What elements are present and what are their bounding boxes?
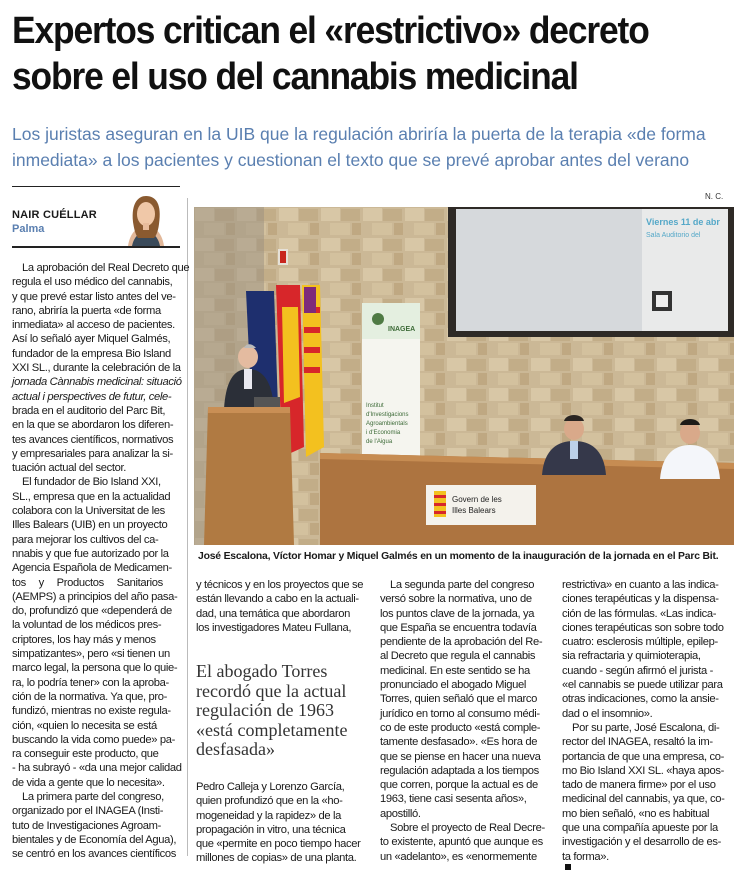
top-rule <box>12 186 180 187</box>
text-line: do, profundizó que «dependerá de <box>12 605 172 618</box>
headline-line: sobre el uso del cannabis medicinal <box>12 56 578 98</box>
text-line: mogeneidad y la rapidez» de la <box>196 809 341 822</box>
text-line: La aprobación del Real Decreto que <box>22 262 190 274</box>
text-line: y empresariales para analizar la si- <box>12 447 173 460</box>
banner-text: Institut <box>366 403 384 409</box>
text-line: pronunciado el abogado Miguel <box>380 679 526 692</box>
banner-text: de l'Aigua <box>366 439 393 445</box>
text-line: «el cannabis se puede utilizar para <box>562 679 723 692</box>
banner-text: i d'Economia <box>366 430 401 436</box>
pull-quote-line: El abogado Torres <box>196 661 328 681</box>
text-line: millones de copias» de una planta. <box>196 852 357 865</box>
photo-credit: N. C. <box>705 192 724 201</box>
text-line: El fundador de Bio Island XXI, <box>22 476 161 489</box>
text-line: La segunda parte del congreso <box>390 579 535 591</box>
text-line: nnabis y que fue autorizado por la <box>12 547 169 560</box>
subtitle <box>12 121 732 173</box>
text-line: to existente, apuntó que aunque es <box>380 836 543 849</box>
text-line: se centró en los avances científicos <box>12 848 177 861</box>
screen-text: Viernes 11 de abr <box>646 217 720 227</box>
text-line: rano, abriría la puerta «de forma <box>12 304 161 317</box>
desk-sign: Govern de les <box>452 495 502 504</box>
text-line: para mejorar los cultivos del ca- <box>12 533 159 546</box>
text-line: están llevando a cabo en la actuali- <box>196 593 359 606</box>
text-line: que España se encuentra todavía <box>380 621 537 634</box>
text-line: regulación adaptada a los tiempos <box>380 764 539 777</box>
text-line: ciones terapéuticas son sobre todo <box>562 621 724 634</box>
text-line: propagación in vitro, una técnica <box>196 823 346 836</box>
text-line: Sobre el proyecto de Real Decre- <box>390 822 545 835</box>
author-name: NAIR CUÉLLAR <box>12 209 97 221</box>
text-line: tuto de Investigaciones Agroam- <box>12 819 161 832</box>
text-line: 1963, tiene casi sesenta años», <box>380 793 527 806</box>
paragraph <box>380 578 552 821</box>
text-line: los puntos clave de la jornada, ya <box>380 607 535 620</box>
text-line: ción de las fórmulas. «Las indica- <box>562 607 717 620</box>
banner-text: d'Investigacions <box>366 412 409 418</box>
text-line: ción de la normativa. Ya que, pro- <box>12 690 167 703</box>
text-line: tamente desfasado». «Es hora de <box>380 736 538 749</box>
text-line: (AEMPS) a principios del año pasa- <box>12 590 178 603</box>
column-3 <box>380 578 552 864</box>
text-line: tado de manera firme» por el uso <box>562 779 716 792</box>
text-line: ra conseguir este producto, que <box>12 748 159 761</box>
photo-caption: José Escalona, Víctor Homar y Miquel Galmés en un momento de la inauguración de la jornada en el Parc Bit. <box>198 551 719 562</box>
text-line: la voluntad de los médicos pres- <box>12 619 162 632</box>
column-rule <box>187 198 188 856</box>
text-line: otras indicaciones, como la ansie- <box>562 693 719 706</box>
text-line: cuando - según afirmó el jurista - <box>562 664 714 677</box>
text-line: actual i perspectives de futur, cele- <box>12 390 172 403</box>
text-line: pendiente de la aprobación del Re- <box>380 636 543 649</box>
column-2-bottom <box>196 780 368 866</box>
text-line: mo bien señaló, «no es habitual <box>562 807 710 820</box>
text-line: dad, una temática que abordaron <box>196 607 350 620</box>
text-line: Pedro Calleja y Lorenzo García, <box>196 781 345 793</box>
text-line: dad o el insomnio». <box>562 707 653 720</box>
text-line: y que prevé estar listo antes del ve- <box>12 290 176 303</box>
headline-line: Expertos critican el «restrictivo» decreto <box>12 10 649 52</box>
text-line: - ha subrayó - «da una mejor calidad <box>12 762 182 775</box>
text-line: ra, lo podría tener» con la aproba- <box>12 676 169 689</box>
text-line: que «permite en poco tiempo hacer <box>196 838 361 851</box>
text-line: jurídico en torno al consumo médi- <box>380 707 540 720</box>
text-line: colabora con la Universitat de les <box>12 505 165 518</box>
final-text: ta forma». <box>562 850 609 863</box>
paragraph <box>380 821 552 864</box>
text-line: que corren, porque la actual es de <box>380 779 538 792</box>
text-line: Torres, quien señaló que el marco <box>380 693 537 706</box>
text-line: tes avances científicos, normativos <box>12 433 174 446</box>
text-line: medicinal del cannabis, ya que, co- <box>562 793 725 806</box>
text-line: Por su parte, José Escalona, di- <box>572 721 720 734</box>
paragraph <box>12 261 190 475</box>
text-line: quien profundizó que en la «ho- <box>196 795 343 808</box>
text-line: de vida a gente que lo necesita». <box>12 776 165 789</box>
subtitle-line: inmediata» a los pacientes y cuestionan el texto que se prevé aprobar antes del verano <box>12 150 690 170</box>
text-line <box>562 850 734 870</box>
pull-quote-line: «está completamente <box>196 719 348 740</box>
text-line: co de este producto «está comple- <box>380 721 541 734</box>
text-line: en la que se abordaron los diferen- <box>12 419 174 432</box>
paragraph <box>12 790 182 861</box>
text-line: fundador de la empresa Bio Island <box>12 347 171 360</box>
text-line: mo Bio Island XXI SL. «haya apos- <box>562 764 724 777</box>
text-line: marco legal, la persona que lo quie- <box>12 662 178 675</box>
text-line: jornada Cànnabis medicinal: situació <box>12 376 182 389</box>
author-rule <box>12 246 180 248</box>
text-line: buscando la vida como puede» pa- <box>12 733 175 746</box>
subtitle-line: Los juristas aseguran en la UIB que la regulación abriría la puerta de la terapia «de forma <box>12 124 706 144</box>
pull-quote-line: regulación de 1963 <box>196 700 334 720</box>
text-line: ciones terapéuticas y la dispensa- <box>562 593 719 606</box>
author-avatar <box>114 192 178 246</box>
text-line: organizado por el INAGEA (Insti- <box>12 805 164 818</box>
text-line: simpatizantes», pero «si tienen un <box>12 648 170 661</box>
text-line: medicinal. En este sentido se ha <box>380 664 530 677</box>
column-4 <box>562 578 734 870</box>
paragraph <box>12 475 182 790</box>
text-line: cuatro: esclerosis múltiple, epilep- <box>562 636 718 649</box>
text-line: tuación actual del sector. <box>12 462 127 475</box>
text-line: brada en el auditorio del Parc Bit, <box>12 404 166 417</box>
text-line: Así lo señaló ayer Miquel Galmés, <box>12 333 171 346</box>
text-line: restrictiva» en cuanto a las indica- <box>562 579 719 591</box>
text-line: inmediata» al acceso de pacientes. <box>12 319 175 332</box>
text-line: los investigadores Mateu Fullana, <box>196 621 352 634</box>
text-line: tos y Productos Sanitarios <box>12 576 163 589</box>
text-line: rector del INAGEA, resaltó la im- <box>562 736 713 749</box>
text-line: bientales y de Economía del Agua), <box>12 833 177 846</box>
column-2 <box>196 578 368 635</box>
text-line: versó sobre la normativa, uno de <box>380 593 532 606</box>
event-photo <box>194 207 734 545</box>
paragraph <box>196 780 368 866</box>
paragraph <box>196 578 368 635</box>
text-line: Illes Balears (UIB) en un proyecto <box>12 519 168 532</box>
text-line: Agencia Española de Medicamen- <box>12 562 172 575</box>
text-line: sia refractaria y quimioterapia, <box>562 650 701 663</box>
end-mark-icon <box>565 864 571 870</box>
column-1 <box>12 261 190 861</box>
banner-text: Agroambientals <box>366 421 408 427</box>
pull-quote <box>196 662 366 760</box>
pull-quote-line: recordó que la actual <box>196 680 347 701</box>
screen-text: Sala Auditorio del <box>646 232 701 239</box>
paragraph <box>562 721 734 870</box>
text-line: La primera parte del congreso, <box>22 790 164 803</box>
author-city: Palma <box>12 223 45 235</box>
text-line: regula el uso médico del cannabis, <box>12 276 173 289</box>
paragraph <box>562 578 734 721</box>
text-line: al Decreto que regula el cannabis <box>380 650 536 663</box>
text-line: fundizó, mientras no existe regula- <box>12 705 171 718</box>
text-line: y técnicos y en los proyectos que se <box>196 579 364 591</box>
pull-quote-line: desfasada» <box>196 739 275 759</box>
text-line: criptores, los hay más y menos <box>12 633 156 646</box>
text-line: un «adelanto», es «enormemente <box>380 850 537 863</box>
text-line: SL., empresa que en la actualidad <box>12 490 171 503</box>
text-line: que una compañía apueste por la <box>562 822 718 835</box>
text-line: ción, «quien lo necesita se está <box>12 719 157 732</box>
desk-sign: Illes Balears <box>452 506 496 515</box>
text-line: portancia de que una empresa, co- <box>562 750 724 763</box>
text-line: que se piense en hacer una nueva <box>380 750 541 763</box>
text-line: XXI SL., durante la celebración de la <box>12 362 181 375</box>
text-line: apostilló. <box>380 807 421 820</box>
text-line: investigación y el desarrollo de es- <box>562 836 722 849</box>
banner-logo: INAGEA <box>388 326 416 333</box>
headline <box>12 8 683 100</box>
